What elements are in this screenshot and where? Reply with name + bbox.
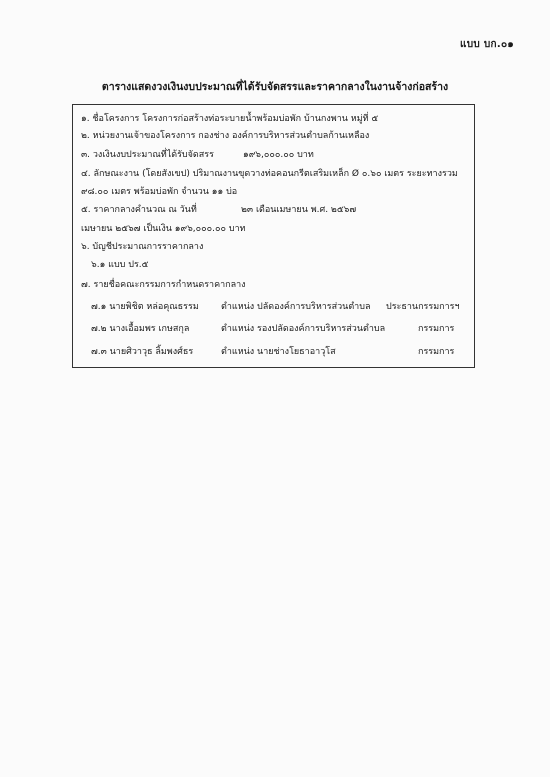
- committee-member-name: ๗.๒ นางเอื้อมพร เกษสกุล: [91, 324, 190, 334]
- item-median-price-date: ๒๓ เดือนเมษายน พ.ศ. ๒๕๖๗: [241, 205, 357, 215]
- committee-member-name: ๗.๓ นายศิวาวุธ ลิ้มพงศ์ธร: [91, 347, 194, 357]
- item-budget-label: ๓. วงเงินงบประมาณที่ได้รับจัดสรร: [81, 150, 214, 160]
- item-owner-agency: ๒. หน่วยงานเจ้าของโครงการ กองช่าง องค์การบริหารส่วนตำบลก้านเหลือง: [81, 131, 370, 141]
- item-estimate-form: ๖.๑ แบบ ปร.๕: [91, 260, 149, 270]
- committee-member-role: กรรมการ: [418, 324, 455, 334]
- item-work-description: ๔. ลักษณะงาน (โดยสังเขป) ปริมาณงานขุดวางท่อคอนกรีตเสริมเหล็ก Ø ๐.๖๐ เมตร ระยะทางรวม: [81, 169, 458, 179]
- item-median-price-label: ๕. ราคากลางคำนวณ ณ วันที่: [81, 205, 197, 215]
- item-median-price-amount: เมษายน ๒๕๖๗ เป็นเงิน ๑๙๖,๐๐๐.๐๐ บาท: [81, 224, 246, 234]
- item-project-name: ๑. ชื่อโครงการ โครงการก่อสร้างท่อระบายน้ำพร้อมบ่อพัก บ้านกงพาน หมู่ที่ ๕: [81, 114, 379, 124]
- item-work-description-cont: ๙๘.๐๐ เมตร พร้อมบ่อพัก จำนวน ๑๑ บ่อ: [81, 187, 238, 197]
- budget-info-box: [72, 104, 475, 368]
- form-code: แบบ บก.๐๑: [460, 39, 514, 50]
- item-committee-heading: ๗. รายชื่อคณะกรรมการกำหนดราคากลาง: [81, 280, 246, 290]
- committee-member-position: ตำแหน่ง ปลัดองค์การบริหารส่วนตำบล: [221, 302, 371, 312]
- item-budget-value: ๑๙๖,๐๐๐.๐๐ บาท: [243, 150, 314, 160]
- committee-member-position: ตำแหน่ง รองปลัดองค์การบริหารส่วนตำบล: [221, 324, 386, 334]
- page-title: ตารางแสดงวงเงินงบประมาณที่ได้รับจัดสรรและราคากลางในงานจ้างก่อสร้าง: [101, 81, 449, 93]
- item-estimate-list: ๖. บัญชีประมาณการราคากลาง: [81, 242, 204, 252]
- committee-member-role: กรรมการ: [418, 347, 455, 357]
- committee-member-role: ประธานกรรมการฯ: [386, 302, 460, 312]
- committee-member-name: ๗.๑ นายพิชิต หล่อคุณธรรม: [91, 302, 199, 312]
- committee-member-position: ตำแหน่ง นายช่างโยธาอาวุโส: [221, 347, 336, 357]
